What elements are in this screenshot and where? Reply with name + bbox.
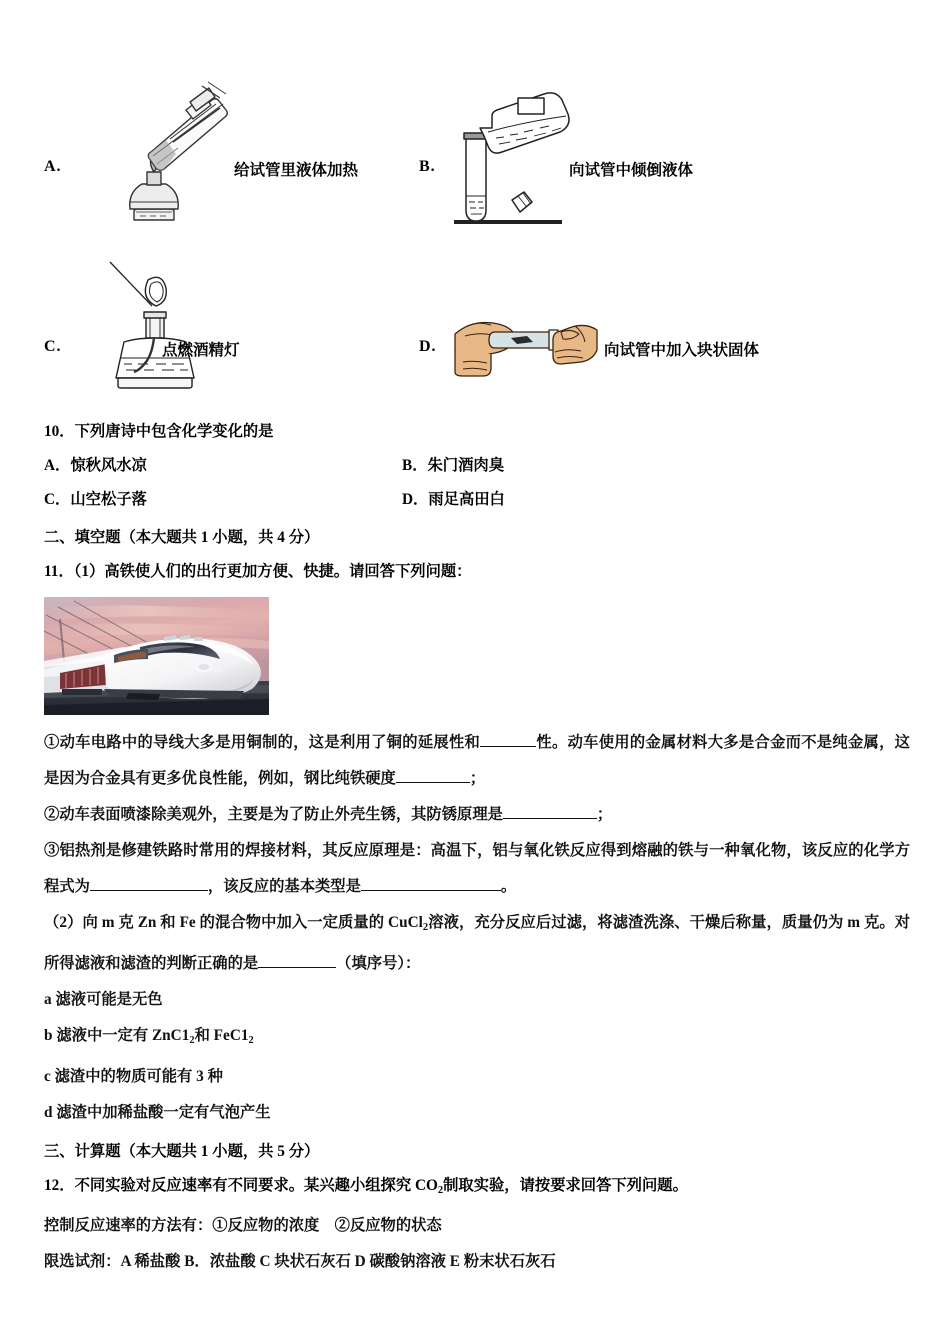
choice-c[interactable] [44, 1059, 910, 1095]
option-d-label: D. [419, 338, 437, 355]
question-10-option-a[interactable] [44, 449, 147, 483]
question-12-stem-text-b: 制取实验，请按要求回答下列问题。 [443, 1176, 688, 1194]
choice-b-text: 滤液中一定有 ZnC1 [56, 1026, 190, 1044]
question-11-part-2-text-a: （2）向 m 克 Zn 和 Fe 的混合物中加入一定质量的 CuCl [44, 914, 423, 931]
question-10-stem: 10．下列唐诗中包含化学变化的是 [44, 423, 274, 440]
question-11-part-2 [44, 905, 910, 982]
question-10-option-c[interactable] [44, 483, 147, 517]
question-10-option-b[interactable] [402, 449, 504, 483]
choice-c-text: 滤渣中的物质可能有 3 种 [54, 1067, 223, 1085]
answer-blank-2[interactable] [396, 767, 470, 783]
choice-b[interactable] [44, 1018, 910, 1059]
answer-blank-5[interactable] [361, 875, 501, 891]
answer-blank-1[interactable] [480, 731, 536, 747]
choice-b-text-2: 和 FeC1 [194, 1026, 249, 1044]
heating-test-tube-over-alcohol-lamp-icon [116, 80, 236, 225]
co2-subscript: 2 [437, 1184, 444, 1196]
choice-a[interactable] [44, 982, 910, 1018]
fecl2-subscript: 2 [248, 1034, 254, 1046]
choice-d-text: 滤渣中加稀盐酸一定有气泡产生 [56, 1103, 271, 1121]
option-d-caption: 向试管中加入块状固体 [604, 342, 760, 359]
choice-c-key: c [44, 1067, 51, 1085]
question-11-item-1 [44, 725, 910, 797]
question-12-stem [44, 1169, 910, 1208]
question-9-options [44, 74, 910, 409]
section-2-heading: 二、填空题（本大题共 1 小题，共 4 分） [44, 529, 320, 546]
answer-blank-4[interactable] [90, 875, 208, 891]
option-a-label: A. [44, 158, 62, 175]
question-10-option-b-label: B． [402, 457, 428, 474]
question-11-item-1-text-c: ； [469, 770, 486, 787]
question-11-item-3 [44, 833, 910, 905]
pouring-liquid-into-test-tube-icon [444, 88, 579, 233]
choice-d-key: d [44, 1103, 53, 1121]
option-row-ab [44, 74, 910, 264]
high-speed-train-photo [44, 597, 269, 715]
option-b-caption: 向试管中倾倒液体 [569, 162, 694, 179]
page-bottom-spacer [44, 1280, 910, 1320]
question-11-stem: 11．（1）高铁使人们的出行更加方便、快捷。请回答下列问题： [44, 563, 472, 580]
question-11-item-3-text-c: 。 [500, 878, 517, 895]
question-10-option-d-label: D． [402, 491, 429, 508]
question-11-part-2-text-b: 溶液，充分反应后过滤，将滤渣洗涤、干燥后称量，质量仍为 m 克。对所得滤液和滤渣的判断正确的是 [44, 914, 910, 972]
question-11-item-3-text-b: ，该反应的基本类型是 [207, 878, 361, 895]
option-a-caption: 给试管里液体加热 [234, 162, 359, 179]
cucl2-subscript: 2 [422, 921, 429, 933]
question-11-item-1-text-a: ①动车电路中的导线大多是用铜制的，这是利用了铜的延展性和 [44, 734, 481, 751]
question-10-option-d-text: 雨足高田白 [428, 491, 505, 508]
question-10-option-a-text: 惊秋风水凉 [70, 457, 147, 474]
zncl2-subscript: 2 [189, 1034, 195, 1046]
answer-blank-6[interactable] [258, 952, 336, 968]
option-c-label: C. [44, 338, 62, 355]
question-10-option-b-text: 朱门酒肉臭 [427, 457, 504, 474]
option-c-caption: 点燃酒精灯 [162, 342, 240, 359]
question-12-reagents: 限选试剂：A 稀盐酸 B．浓盐酸 C 块状石灰石 D 碳酸钠溶液 E 粉末状石灰石 [44, 1252, 556, 1270]
question-12-stem-text-a: 12．不同实验对反应速率有不同要求。某兴趣小组探究 CO [44, 1176, 438, 1194]
question-11-item-1-text-b: 性。动车使用的金属材料大多是合金而不是纯金属，这是因为合金具有更多优良性能，例如，钢比纯铁硬度 [44, 734, 910, 787]
section-3-heading: 三、计算题（本大题共 1 小题，共 5 分） [44, 1142, 320, 1160]
question-10-option-d[interactable] [402, 483, 505, 517]
question-12-methods: 控制反应速率的方法有：①反应物的浓度 ②反应物的状态 [44, 1216, 442, 1234]
question-10-option-c-label: C． [44, 491, 71, 508]
question-10-row-ab [44, 449, 910, 483]
choice-a-text: 滤液可能是无色 [55, 990, 163, 1008]
choice-d[interactable] [44, 1095, 910, 1131]
option-b-label: B. [419, 158, 436, 175]
choice-a-key: a [44, 990, 52, 1008]
choice-b-key: b [44, 1026, 53, 1044]
question-11-item-2-text-b: ； [596, 806, 613, 823]
question-10-option-a-label: A． [44, 457, 71, 474]
question-10-option-c-text: 山空松子落 [70, 491, 147, 508]
question-11-item-2-text-a: ②动车表面喷漆除美观外，主要是为了防止外壳生锈，其防锈原理是 [44, 806, 503, 823]
adding-solid-chunk-with-tweezers-icon [449, 306, 599, 378]
option-row-cd [44, 264, 910, 409]
lighting-alcohol-lamp-with-match-icon [104, 258, 214, 393]
page-content [44, 74, 910, 1320]
question-11-item-3-text-a: ③铝热剂是修建铁路时常用的焊接材料，其反应原理是：高温下，铝与氧化铁反应得到熔融的铁与一种氧化物，该反应的化学方程式为 [44, 842, 910, 895]
question-10-row-cd [44, 483, 910, 517]
question-11-item-2 [44, 797, 910, 833]
question-11-part-2-text-c: （填序号）： [336, 954, 421, 972]
answer-blank-3[interactable] [503, 803, 597, 819]
